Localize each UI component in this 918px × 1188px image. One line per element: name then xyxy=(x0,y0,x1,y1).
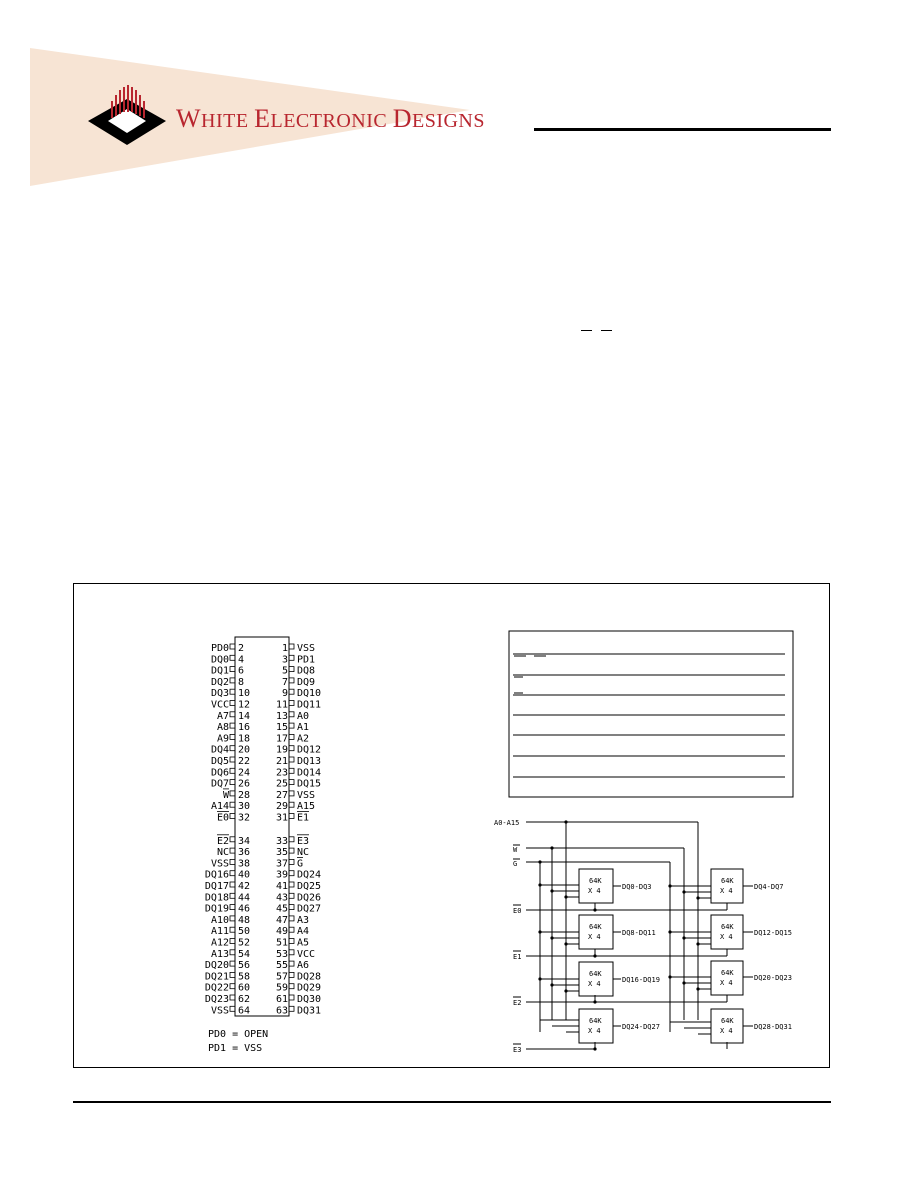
pin-name: G xyxy=(297,858,304,870)
pin-number: 15 xyxy=(275,722,288,734)
pin-number: 11 xyxy=(275,699,288,711)
pin-name: DQ9 xyxy=(297,676,316,688)
pin-name: DQ5 xyxy=(210,756,229,767)
pin-pad xyxy=(289,916,294,921)
pin-name: A1 xyxy=(297,722,310,734)
pin-pad xyxy=(289,939,294,944)
memory-chip xyxy=(711,915,743,949)
memory-chip xyxy=(579,962,613,996)
pin-name: DQ3 xyxy=(210,688,229,700)
pin-pad xyxy=(230,927,235,932)
chip-size-label: 64K xyxy=(589,970,602,978)
pin-pad xyxy=(289,848,294,853)
pin-number: 47 xyxy=(275,914,288,926)
pin-name: A7 xyxy=(216,710,229,722)
right-pin-column xyxy=(276,643,321,1016)
pin-number: 1 xyxy=(281,643,288,654)
output-dq8-dq11: DQ8-DQ11 xyxy=(622,929,656,937)
pin-number: 59 xyxy=(275,982,288,994)
chip-size-label: 64K xyxy=(589,877,602,885)
pin-number: 55 xyxy=(275,960,288,972)
pin-name: DQ11 xyxy=(297,699,322,711)
address-bus-label: A0-A15 xyxy=(494,819,520,827)
pin-name: DQ24 xyxy=(297,869,322,881)
pin-number: 19 xyxy=(275,744,288,756)
pin-number: 29 xyxy=(275,801,288,813)
pin-number: 24 xyxy=(238,767,251,779)
chip-org-label: X 4 xyxy=(588,980,601,988)
pin-name: DQ7 xyxy=(210,778,229,790)
pin-pad xyxy=(230,768,235,773)
pin-pad xyxy=(289,768,294,773)
pin-name: DQ0 xyxy=(210,654,229,666)
pin-number: 62 xyxy=(238,994,251,1005)
chip-size-label: 64K xyxy=(721,923,734,931)
pin-number: 58 xyxy=(238,971,251,983)
pin-number: 26 xyxy=(238,778,251,790)
pin-pad xyxy=(289,814,294,819)
pin-pad xyxy=(230,780,235,785)
pin-pad xyxy=(289,905,294,910)
pin-pad xyxy=(289,972,294,977)
pin-name: DQ25 xyxy=(297,881,322,892)
output-dq16-dq19: DQ16-DQ19 xyxy=(622,976,660,984)
pin-name: DQ13 xyxy=(297,756,322,767)
pin-name: DQ29 xyxy=(297,982,322,994)
pin-number: 28 xyxy=(238,789,251,801)
pin-pad xyxy=(289,780,294,785)
pin-name: DQ15 xyxy=(297,778,322,790)
pin-pad xyxy=(289,961,294,966)
pin-name: DQ31 xyxy=(297,1005,322,1017)
pin-pad xyxy=(230,723,235,728)
pin-name: DQ21 xyxy=(204,971,229,983)
pin-name: PD0 xyxy=(210,643,229,654)
pin-name: E1 xyxy=(297,812,310,824)
pin-pad xyxy=(230,848,235,853)
pin-number: 10 xyxy=(238,688,251,700)
pin-name: VSS xyxy=(297,643,316,654)
pin-name: VSS xyxy=(297,789,316,801)
pin-name: DQ19 xyxy=(204,903,229,915)
pin-name: DQ1 xyxy=(210,665,229,677)
pd0-note: PD0 = OPEN xyxy=(208,1029,269,1040)
pin-number: 43 xyxy=(275,892,288,904)
pin-name: VCC xyxy=(210,699,229,711)
pin-number: 5 xyxy=(281,665,288,677)
pin-name: DQ26 xyxy=(297,892,322,904)
pin-number: 63 xyxy=(275,1005,288,1017)
pin-number: 12 xyxy=(238,699,251,711)
pin-pad xyxy=(230,791,235,796)
block-diagram xyxy=(494,819,792,1054)
pin-number: 30 xyxy=(238,801,251,813)
chip-org-label: X 4 xyxy=(720,979,733,987)
pin-pad xyxy=(230,939,235,944)
pin-number: 7 xyxy=(281,676,288,688)
pin-name: A6 xyxy=(297,960,310,972)
pin-number: 52 xyxy=(238,937,251,949)
pin-pad xyxy=(230,905,235,910)
pin-number: 44 xyxy=(238,892,251,904)
pin-pad xyxy=(289,746,294,751)
pin-pad xyxy=(230,995,235,1000)
pin-pad xyxy=(230,1006,235,1011)
pin-name: DQ30 xyxy=(297,994,322,1005)
pin-name: NC xyxy=(216,847,229,859)
pin-pad xyxy=(289,882,294,887)
pin-pad xyxy=(230,984,235,989)
pin-number: 45 xyxy=(275,903,288,915)
pin-pad xyxy=(289,757,294,762)
pin-pad xyxy=(230,837,235,842)
pin-name: DQ22 xyxy=(204,982,229,994)
pin-pad xyxy=(230,859,235,864)
pin-name: DQ10 xyxy=(297,688,322,700)
pin-pad xyxy=(230,950,235,955)
pin-pad xyxy=(230,689,235,694)
pin-number: 53 xyxy=(275,948,288,960)
pin-number: 40 xyxy=(238,869,251,881)
pin-name: E2 xyxy=(216,835,229,847)
pin-pad xyxy=(289,644,294,649)
pin-pad xyxy=(289,995,294,1000)
memory-chip xyxy=(711,961,743,995)
pin-name: DQ4 xyxy=(210,744,229,756)
pin-number: 35 xyxy=(275,847,288,859)
chip-org-label: X 4 xyxy=(720,887,733,895)
pin-pad xyxy=(230,893,235,898)
pin-pad xyxy=(230,712,235,717)
footer-rule xyxy=(73,1101,831,1103)
pin-number: 8 xyxy=(238,676,245,688)
pin-number: 51 xyxy=(275,937,288,949)
pin-number: 3 xyxy=(281,654,288,666)
pin-number: 39 xyxy=(275,869,288,881)
pin-pad xyxy=(289,689,294,694)
pin-number: 31 xyxy=(275,812,288,824)
memory-chip xyxy=(711,869,743,903)
e2-label: E2 xyxy=(513,999,522,1007)
pin-pad xyxy=(289,791,294,796)
pin-pad xyxy=(230,882,235,887)
pin-name: A4 xyxy=(297,926,310,938)
pin-pad xyxy=(230,701,235,706)
pin-pad xyxy=(230,667,235,672)
pin-pad xyxy=(230,814,235,819)
pin-name: A14 xyxy=(210,801,229,813)
chip-size-label: 64K xyxy=(589,923,602,931)
left-pin-column xyxy=(205,643,250,1016)
pin-number: 25 xyxy=(275,778,288,790)
pin-pad xyxy=(230,916,235,921)
chip-org-label: X 4 xyxy=(720,933,733,941)
pin-name: DQ16 xyxy=(204,869,229,881)
pin-number: 37 xyxy=(275,858,288,870)
pin-number: 57 xyxy=(275,971,288,983)
pin-name: DQ8 xyxy=(297,665,316,677)
logo-word-electronic: LECTRONIC xyxy=(270,110,393,132)
chip-size-label: 64K xyxy=(589,1017,602,1025)
pin-number: 34 xyxy=(238,835,251,847)
pin-name: DQ27 xyxy=(297,903,322,915)
pin-pad xyxy=(230,746,235,751)
pin-name: E3 xyxy=(297,835,310,847)
memory-chip xyxy=(711,1009,743,1043)
pin-name: VSS xyxy=(210,858,229,870)
pin-name: A11 xyxy=(210,926,229,938)
pin-pad xyxy=(289,678,294,683)
pin-number: 61 xyxy=(275,994,288,1005)
pin-name: W xyxy=(222,789,229,801)
e3-label: E3 xyxy=(513,1046,522,1054)
chip-org-label: X 4 xyxy=(588,933,601,941)
pin-number: 50 xyxy=(238,926,251,938)
memory-chip xyxy=(579,1009,613,1043)
pin-pad xyxy=(230,734,235,739)
pin-name: A2 xyxy=(297,733,310,745)
memory-chip xyxy=(579,915,613,949)
pin-number: 42 xyxy=(238,881,251,892)
pin-pad xyxy=(289,950,294,955)
logo-word-designs: ESIGNS xyxy=(411,110,485,132)
pin-pad xyxy=(230,961,235,966)
pin-pad xyxy=(289,701,294,706)
pin-name: A15 xyxy=(297,801,316,813)
pin-name: DQ17 xyxy=(204,881,229,892)
e0-label: E0 xyxy=(513,907,522,915)
pin-number: 21 xyxy=(275,756,288,767)
pin-name: NC xyxy=(297,847,310,859)
pin-number: 20 xyxy=(238,744,251,756)
pin-name: A10 xyxy=(210,914,229,926)
pin-number: 36 xyxy=(238,847,251,859)
output-dq24-dq27: DQ24-DQ27 xyxy=(622,1023,660,1031)
pin-number: 27 xyxy=(275,789,288,801)
pin-number: 18 xyxy=(238,733,251,745)
pin-name: DQ23 xyxy=(204,994,229,1005)
pin-pad xyxy=(289,723,294,728)
pin-number: 41 xyxy=(275,881,288,892)
pin-number: 17 xyxy=(275,733,288,745)
pin-name: VCC xyxy=(297,948,316,960)
pin-number: 22 xyxy=(238,756,251,767)
pin-name: A13 xyxy=(210,948,229,960)
pin-pad xyxy=(230,757,235,762)
pin-pad xyxy=(289,927,294,932)
truth-table-frame xyxy=(509,631,793,797)
e1-label: E1 xyxy=(513,953,522,961)
pin-name: DQ20 xyxy=(204,960,229,972)
pin-name: DQ2 xyxy=(210,676,229,688)
write-enable-label: W xyxy=(513,846,518,854)
chip-org-label: X 4 xyxy=(588,1027,601,1035)
output-enable-label: G xyxy=(513,860,518,868)
pin-name: A8 xyxy=(216,722,229,734)
output-dq4-dq7: DQ4-DQ7 xyxy=(754,883,784,891)
pin-number: 6 xyxy=(238,665,245,677)
logo-cap-e: E xyxy=(254,104,271,133)
memory-chip xyxy=(579,869,613,903)
pin-number: 64 xyxy=(238,1005,251,1017)
pin-name: DQ18 xyxy=(204,892,229,904)
pin-number: 49 xyxy=(275,926,288,938)
pin-pad xyxy=(289,893,294,898)
logo-cap-w: W xyxy=(176,104,202,133)
pin-name: PD1 xyxy=(297,654,316,666)
output-dq0-dq3: DQ0-DQ3 xyxy=(622,883,652,891)
truth-table xyxy=(509,631,793,797)
output-dq12-dq15: DQ12-DQ15 xyxy=(754,929,792,937)
pin-number: 54 xyxy=(238,948,251,960)
pin-name: A3 xyxy=(297,914,310,926)
output-dq28-dq31: DQ28-DQ31 xyxy=(754,1023,792,1031)
chip-size-label: 64K xyxy=(721,969,734,977)
chip-size-label: 64K xyxy=(721,1017,734,1025)
logo-cap-d: D xyxy=(392,104,412,133)
chip-org-label: X 4 xyxy=(588,887,601,895)
pin-pad xyxy=(230,972,235,977)
pin-number: 32 xyxy=(238,812,251,824)
pin-number: 9 xyxy=(281,688,288,700)
chip-size-label: 64K xyxy=(721,877,734,885)
pin-pad xyxy=(289,837,294,842)
logo-word-white: HITE xyxy=(201,110,255,132)
pin-number: 16 xyxy=(238,722,251,734)
pin-number: 14 xyxy=(238,710,251,722)
pin-number: 60 xyxy=(238,982,251,994)
pin-number: 48 xyxy=(238,914,251,926)
pin-name: A5 xyxy=(297,937,310,949)
pin-number: 46 xyxy=(238,903,251,915)
output-dq20-dq23: DQ20-DQ23 xyxy=(754,974,792,982)
pin-name: DQ28 xyxy=(297,971,322,983)
pin-pad xyxy=(230,644,235,649)
pin-number: 38 xyxy=(238,858,251,870)
pin-pad xyxy=(230,678,235,683)
pin-pad xyxy=(289,802,294,807)
pin-number: 13 xyxy=(275,710,288,722)
pin-pad xyxy=(289,667,294,672)
pin-pad xyxy=(289,859,294,864)
pin-pad xyxy=(230,871,235,876)
pin-name: A0 xyxy=(297,710,310,722)
pin-number: 33 xyxy=(275,835,288,847)
pin-name: A12 xyxy=(210,937,229,949)
pin-pad xyxy=(289,1006,294,1011)
chip-org-label: X 4 xyxy=(720,1027,733,1035)
pin-pad xyxy=(289,734,294,739)
pin-number: 56 xyxy=(238,960,251,972)
pd1-note: PD1 = VSS xyxy=(208,1043,263,1054)
pin-name: VSS xyxy=(210,1005,229,1017)
pin-name: E0 xyxy=(216,812,229,824)
pin-number: 2 xyxy=(238,643,245,654)
pin-pad xyxy=(289,712,294,717)
pin-number: 4 xyxy=(238,654,245,666)
pin-name: DQ14 xyxy=(297,767,322,779)
pin-name: DQ6 xyxy=(210,767,229,779)
pin-pad xyxy=(289,655,294,660)
pin-pad xyxy=(230,802,235,807)
pin-name: A9 xyxy=(216,733,229,745)
pin-pad xyxy=(230,655,235,660)
pin-pad xyxy=(289,871,294,876)
pin-name: DQ12 xyxy=(297,744,322,756)
pin-number: 23 xyxy=(275,767,288,779)
pin-pad xyxy=(289,984,294,989)
